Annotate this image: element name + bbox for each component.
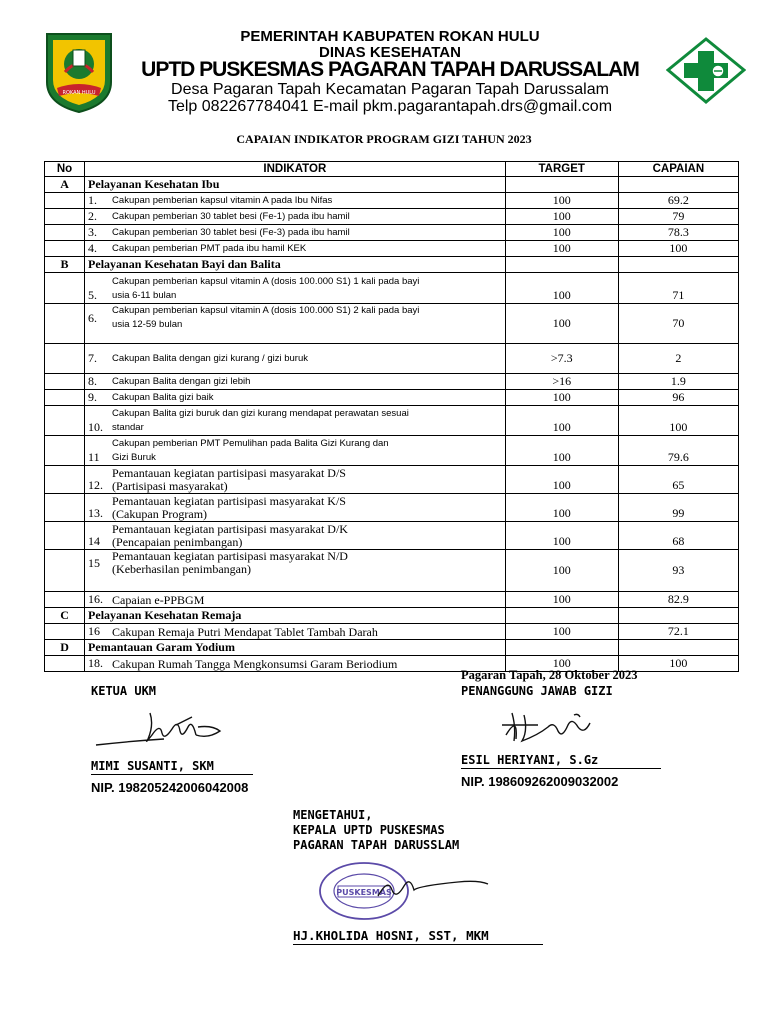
capaian-value: 100 [618, 656, 738, 672]
column-header-no: No [45, 162, 85, 177]
column-header-indikator: INDIKATOR [85, 162, 506, 177]
table-header-row [45, 162, 739, 177]
capaian-value: 100 [618, 406, 738, 436]
indicator-text-cont: (Pencapaian penimbangan) [112, 535, 243, 549]
capaian-value: 2 [618, 344, 738, 374]
target-value: 100 [505, 522, 618, 550]
section-row-b [45, 257, 739, 273]
row-number: 3. [88, 225, 98, 239]
target-value: 100 [505, 209, 618, 225]
indicator-text: Cakupan pemberian 30 tablet besi (Fe-1) pada ibu hamil [112, 211, 350, 222]
table-row [45, 624, 739, 640]
table-row [45, 344, 739, 374]
capaian-value: 1.9 [618, 374, 738, 390]
head-institution: PAGARAN TAPAH DARUSSLAM [293, 838, 460, 852]
table-row [45, 522, 739, 550]
row-number: 11 [88, 450, 100, 464]
indicator-text: Cakupan Rumah Tangga Mengkonsumsi Garam Beriodium [112, 657, 398, 671]
puskesmas-logo [666, 37, 746, 104]
section-letter: B [45, 257, 85, 273]
indicator-text-cont: Gizi Buruk [112, 452, 156, 463]
stamp-center-text: PUSKESMAS [336, 888, 392, 897]
row-number: 16 [88, 624, 101, 638]
svg-text:ROKAN HULU: ROKAN HULU [62, 90, 96, 96]
indicator-text: Cakupan pemberian kapsul vitamin A pada Ibu Nifas [112, 195, 333, 206]
target-value: 100 [505, 436, 618, 466]
official-stamp [318, 860, 498, 922]
row-number: 12. [88, 478, 104, 492]
capaian-value: 96 [618, 390, 738, 406]
acknowledgement-label: MENGETAHUI, [293, 808, 373, 822]
capaian-value: 79 [618, 209, 738, 225]
place-date: Pagaran Tapah, 28 Oktober 2023 [461, 668, 638, 682]
head-name: HJ.KHOLIDA HOSNI, SST, MKM [293, 928, 543, 945]
target-value: 100 [505, 304, 618, 344]
left-signature-image [92, 705, 232, 751]
capaian-value: 71 [618, 273, 738, 304]
target-value: 100 [505, 466, 618, 494]
table-row [45, 436, 739, 466]
capaian-value: 70 [618, 304, 738, 344]
table-row [45, 466, 739, 494]
row-number: 2. [88, 209, 98, 223]
row-number: 9. [88, 390, 98, 404]
indicator-text: Cakupan pemberian kapsul vitamin A (dosis 100.000 S1) 2 kali pada bayi [112, 305, 420, 316]
target-value: 100 [505, 656, 618, 672]
section-title: Pelayanan Kesehatan Remaja [85, 608, 506, 624]
target-value: 100 [505, 390, 618, 406]
indicator-text-cont: (Keberhasilan penimbangan) [112, 562, 251, 576]
header-government: PEMERINTAH KABUPATEN ROKAN HULU [240, 28, 540, 45]
row-number: 8. [88, 374, 98, 388]
indicator-text: Pemantauan kegiatan partisipasi masyarakat D/S [112, 466, 346, 480]
table-row [45, 193, 739, 209]
row-number: 16. [88, 592, 104, 606]
indicator-text-cont: usia 12-59 bulan [112, 319, 183, 330]
head-title: KEPALA UPTD PUSKESMAS [293, 823, 445, 837]
indicator-text-cont: (Partisipasi masyarakat) [112, 479, 228, 493]
section-letter: C [45, 608, 85, 624]
capaian-value: 100 [618, 241, 738, 257]
indicator-text: Pemantauan kegiatan partisipasi masyarakat K/S [112, 494, 346, 508]
target-value: >16 [505, 374, 618, 390]
target-value: >7.3 [505, 344, 618, 374]
target-value: 100 [505, 624, 618, 640]
header-contact: Telp 082267784041 E-mail pkm.pagarantapah.drs@gmail.com [167, 98, 613, 115]
column-header-capaian: CAPAIAN [618, 162, 738, 177]
right-signer-nip: NIP. 198609262009032002 [461, 774, 619, 789]
indicator-text: Cakupan pemberian kapsul vitamin A (dosis 100.000 S1) 1 kali pada bayi [112, 276, 420, 287]
indicator-table [44, 161, 739, 672]
row-number: 18. [88, 656, 104, 670]
capaian-value: 93 [618, 550, 738, 592]
right-signer-name: ESIL HERIYANI, S.Gz [461, 753, 661, 769]
row-number: 7. [88, 351, 98, 365]
indicator-text-cont: (Cakupan Program) [112, 507, 208, 521]
indicator-text: Cakupan pemberian PMT Pemulihan pada Balita Gizi Kurang dan [112, 438, 389, 449]
indicator-text: Capaian e-PPBGM [112, 593, 205, 607]
capaian-value: 99 [618, 494, 738, 522]
row-number: 15 [88, 555, 101, 570]
target-value: 100 [505, 225, 618, 241]
capaian-value: 69.2 [618, 193, 738, 209]
table-row [45, 241, 739, 257]
table-row [45, 374, 739, 390]
indicator-text: Cakupan Remaja Putri Mendapat Tablet Tambah Darah [112, 625, 378, 639]
section-title: Pelayanan Kesehatan Bayi dan Balita [85, 257, 506, 273]
target-value: 100 [505, 406, 618, 436]
table-row [45, 406, 739, 436]
target-value: 100 [505, 193, 618, 209]
row-number: 1. [88, 193, 98, 207]
row-number: 10. [88, 420, 104, 434]
table-row [45, 225, 739, 241]
section-row-d [45, 640, 739, 656]
capaian-value: 68 [618, 522, 738, 550]
right-signer-title: PENANGGUNG JAWAB GIZI [461, 684, 613, 698]
section-letter: D [45, 640, 85, 656]
table-row [45, 209, 739, 225]
column-header-target: TARGET [505, 162, 618, 177]
table-row [45, 550, 739, 592]
capaian-value: 65 [618, 466, 738, 494]
document-title: CAPAIAN INDIKATOR PROGRAM GIZI TAHUN 2023 [236, 132, 532, 146]
header-department: DINAS KESEHATAN [319, 44, 461, 61]
capaian-value: 78.3 [618, 225, 738, 241]
table-row [45, 304, 739, 344]
indicator-text: Cakupan pemberian 30 tablet besi (Fe-3) pada ibu hamil [112, 227, 350, 238]
target-value: 100 [505, 494, 618, 522]
target-value: 100 [505, 550, 618, 592]
row-number: 13. [88, 506, 104, 520]
left-signer-title: KETUA UKM [91, 684, 157, 698]
indicator-text: Pemantauan kegiatan partisipasi masyarakat N/D [112, 549, 348, 563]
indicator-text: Cakupan Balita gizi buruk dan gizi kurang mendapat perawatan sesuai [112, 408, 409, 419]
table-row [45, 494, 739, 522]
row-number: 6. [88, 310, 98, 325]
indicator-text-cont: usia 6-11 bulan [112, 290, 177, 301]
capaian-value: 79.6 [618, 436, 738, 466]
section-row-a [45, 177, 739, 193]
left-signer-name: MIMI SUSANTI, SKM [91, 759, 253, 775]
left-signer-nip: NIP. 19820524200604200​8 [91, 780, 249, 795]
capaian-value: 72.1 [618, 624, 738, 640]
target-value: 100 [505, 592, 618, 608]
header-address: Desa Pagaran Tapah Kecamatan Pagaran Tapah Darussalam [171, 81, 609, 98]
target-value: 100 [505, 273, 618, 304]
target-value: 100 [505, 241, 618, 257]
indicator-text: Cakupan pemberian PMT pada ibu hamil KEK [112, 243, 307, 254]
indicator-text: Cakupan Balita dengan gizi kurang / gizi buruk [112, 353, 308, 364]
right-signature-image [498, 705, 598, 751]
table-row [45, 390, 739, 406]
table-row [45, 592, 739, 608]
section-letter: A [45, 177, 85, 193]
row-number: 4. [88, 241, 98, 255]
row-number: 5. [88, 288, 98, 302]
row-number: 14 [88, 534, 101, 548]
table-row [45, 273, 739, 304]
section-title: Pemantauan Garam Yodium [85, 640, 506, 656]
indicator-text-cont: standar [112, 422, 144, 433]
header-institution: UPTD PUSKESMAS PAGARAN TAPAH DARUSSALAM [141, 58, 639, 81]
section-title: Pelayanan Kesehatan Ibu [85, 177, 506, 193]
indicator-text: Cakupan Balita gizi baik [112, 392, 214, 403]
section-row-c [45, 608, 739, 624]
capaian-value: 82.9 [618, 592, 738, 608]
indicator-text: Pemantauan kegiatan partisipasi masyarakat D/K [112, 522, 348, 536]
indicator-text: Cakupan Balita dengan gizi lebih [112, 376, 251, 387]
